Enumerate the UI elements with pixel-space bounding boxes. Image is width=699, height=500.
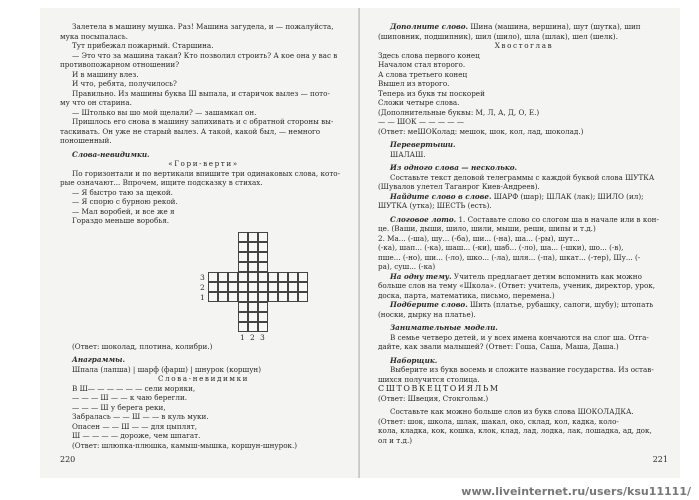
inline-heading: Слоговое лото. <box>390 214 457 224</box>
grid-cell <box>258 322 268 332</box>
text-line: (Дополнительные буквы: М, Л, А, Д, О, Е.) <box>378 107 540 117</box>
grid-cell <box>258 272 268 282</box>
text-line: — — ШОК — — — — — <box>378 117 464 126</box>
text-line: — Это что за машина такая? Кто позволил строить? А кое она у вас в <box>72 50 338 60</box>
text-line: В Ш— — — — — — сели моряки, <box>72 383 196 393</box>
grid-cell <box>278 292 288 302</box>
text-line <box>378 32 670 42</box>
text-line <box>378 291 670 301</box>
text-line: ол и т.д.) <box>378 435 413 445</box>
grid-row-number: 2 <box>200 282 205 292</box>
grid-row-number: 3 <box>200 272 205 282</box>
text-line: По горизонтали и по вертикали впишите три одинаковых слова, кото- <box>72 168 341 178</box>
text-line: Забралась — — Ш — — в куль муки. <box>72 412 209 421</box>
page-number-left: 220 <box>60 455 76 464</box>
invisible-words-poem <box>60 384 347 441</box>
anagram-text: Шпала (лапша) | шарф (фарш) | шнурок (коршун) <box>72 364 262 374</box>
text-line <box>378 22 670 32</box>
grid-cell <box>238 292 248 302</box>
grid-cell <box>288 272 298 282</box>
models-text <box>378 333 670 352</box>
text-line: Теперь из букв ты поскорей <box>378 88 485 98</box>
grid-cell <box>288 282 298 292</box>
text-span: Шить (платье, рубашку, сапоги, шубу); штопать <box>467 300 654 309</box>
subtitle-gori-verti: «Гори-верти» <box>168 159 239 168</box>
grid-col-number: 1 <box>240 332 245 342</box>
text-span: (носки, дырку на платье). <box>378 309 476 319</box>
text-line <box>378 281 670 291</box>
grid-cell <box>248 242 258 252</box>
left-page <box>40 8 360 478</box>
text-line <box>378 272 670 282</box>
grid-cell <box>258 282 268 292</box>
text-span: 2. Ма... (-ша), шу... (-ба), ши... (-на), ша... (-ры), шут... <box>378 233 580 243</box>
grid-cell <box>238 242 248 252</box>
answer-typesetter: (Ответ: Швеция, Стокгольм.) <box>378 393 489 403</box>
hvostoglav-poem <box>378 51 670 137</box>
text-line <box>378 253 670 263</box>
text-line: Составьте текст деловой телеграммы с каждой буквой слова ШУТКА <box>390 172 655 182</box>
poem <box>60 188 347 226</box>
heading-typesetter: Наборщик. <box>390 355 438 365</box>
grid-cell <box>228 272 238 282</box>
text-line: таскивать. Он уже не старый вылез. А такой, какой был, — немного <box>60 126 321 136</box>
story-text <box>60 22 347 146</box>
grid-cell <box>298 282 308 292</box>
grid-cell <box>238 302 248 312</box>
grid-cell <box>238 232 248 242</box>
grid-cell <box>238 312 248 322</box>
answer-invisible: (Ответ: шлюпка-плюшка, камыш-мышка, коршун-шнурок.) <box>72 440 298 450</box>
grid-cell <box>258 312 268 322</box>
right-page <box>360 8 680 478</box>
grid-cell <box>218 282 228 292</box>
grid-cell <box>288 292 298 302</box>
text-line: Пришлось его снова в машину запихивать и с обратной стороны вы- <box>72 117 334 126</box>
grid-cell <box>258 242 268 252</box>
heading-models: Занимательные модели. <box>390 323 498 332</box>
grid-cell <box>248 322 258 332</box>
text-line <box>378 262 670 272</box>
task-text <box>60 169 347 188</box>
text-line: (Ответ: шок, школа, шлак, шакал, око, склад, кол, кадка, коло- <box>378 416 619 426</box>
text-line: (Шувалов улетел Таганрог Киев-Андреев). <box>378 182 540 191</box>
grid-cell <box>278 282 288 292</box>
grid-cell <box>278 272 288 282</box>
inline-heading: Найдите слово в слове. <box>390 191 492 201</box>
grid-cell <box>238 262 248 272</box>
text-span: ра), суш... (-ка) <box>378 262 436 271</box>
text-line: Выберите из букв восемь и сложите название государства. Из остав- <box>390 365 654 374</box>
flip-word: ШАЛАШ. <box>390 149 426 159</box>
grid-cell <box>268 272 278 282</box>
text-line: Здесь слова первого конец <box>378 50 480 60</box>
grid-cell <box>298 272 308 282</box>
grid-cell <box>218 292 228 302</box>
chocolate-task <box>378 407 670 445</box>
text-line: — Мал воробей, и все же я <box>72 206 175 216</box>
grid-row-number: 1 <box>200 292 205 302</box>
text-span: ШУТКА (утка); ШЕСТЬ (есть). <box>378 201 492 210</box>
text-line: А слова третьего конец <box>378 69 468 79</box>
text-line: И что, ребята, получилось? <box>72 79 177 88</box>
heading-flip: Перевертыши. <box>390 140 456 149</box>
grid-cell <box>248 282 258 292</box>
text-line: Составьте как можно больше слов из букв слова ШОКОЛАДКА. <box>390 407 634 416</box>
grid-col-number: 2 <box>250 332 255 342</box>
grid-cell <box>268 292 278 302</box>
text-line: Гораздо меньше воробья. <box>72 216 170 225</box>
answer-crossword: (Ответ: шоколад, плотина, колибри.) <box>72 341 213 351</box>
grid-cell <box>258 262 268 272</box>
grid-cell <box>208 282 218 292</box>
text-line: поношенный. <box>60 136 112 145</box>
grid-cell <box>238 252 248 262</box>
text-span: Учитель предлагает детям вспомнить как можно <box>451 271 642 281</box>
subtitle-invisible: Слова-невидимки <box>157 374 250 383</box>
text-line: И в машину влез. <box>72 69 139 79</box>
syllable-lotto-section <box>378 215 670 272</box>
grid-cell <box>248 292 258 302</box>
text-line: — Я спорю с бурною рекой. <box>72 197 178 206</box>
text-line <box>378 201 670 211</box>
text-span: (-ка), шап... (-ка), шаш... (-ки), шаб... (-ло), ша... (-шки), шо... (-в), <box>378 243 624 252</box>
complete-word-section <box>378 22 670 41</box>
text-line <box>378 192 670 202</box>
inline-heading: На одну тему. <box>390 271 452 281</box>
one-theme-section <box>378 272 670 301</box>
text-span: 1. Составьте слово со слогом ша в начале или в кон- <box>456 214 659 224</box>
heading-invisible-words: Слова-невидимки. <box>72 149 150 159</box>
text-line <box>378 310 670 320</box>
text-line: В семье четверо детей, и у всех имена кончаются на слог ша. Отга- <box>390 332 649 342</box>
pick-word-section <box>378 300 670 319</box>
text-line: кола, кладка, кок, кошка, клок, клад, лад, лодка, лак, лошадка, ад, док, <box>378 426 652 435</box>
grid-cell <box>248 232 258 242</box>
crossword-grid <box>60 230 347 342</box>
grid-cell <box>258 302 268 312</box>
heading-from-one-word: Из одного слова — несколько. <box>390 163 518 172</box>
text-line: Правильно. Из машины буква Ш выпала, и старичок вылез — пото- <box>72 88 330 98</box>
text-span: це. (Ваши, дыши, шило, шили, мыши, реши, шипы и т.д.) <box>378 224 596 233</box>
text-line: шихся получится столица. <box>378 374 480 384</box>
grid-cell <box>248 312 258 322</box>
text-span: Шина (машина, вершина), шут (шутка), шип <box>468 22 641 31</box>
text-line: мука посыпалась. <box>60 31 128 41</box>
text-line: Началом стал второго. <box>378 60 466 69</box>
text-span: (шиповник, подшипник), шил (шило), шла (шлак), шел (шелк). <box>378 31 618 41</box>
text-line: противопожарном отношении? <box>60 60 180 69</box>
text-line: Вышел из второго. <box>378 79 450 88</box>
text-span: ШАРФ (шар); ШЛАК (лак); ШИЛО (ил); <box>491 191 644 201</box>
grid-cell <box>228 282 238 292</box>
text-line: (Ответ: меШОКолад: мешок, шок, кол, лад, шоколад.) <box>378 126 584 136</box>
typesetter-text <box>378 365 670 384</box>
grid-cell <box>218 272 228 282</box>
watermark-url: www.liveinternet.ru/users/ksu11111/ <box>461 485 691 498</box>
text-line: Сложи четыре слова. <box>378 98 460 107</box>
inline-heading: Дополните слово. <box>390 22 469 31</box>
text-line: Опасен — — Ш — — для цыплят, <box>72 421 198 431</box>
text-span: доска, парта, математика, письмо, перемена.) <box>378 290 555 300</box>
text-line: Ш — — — — дороже, чем шпагат. <box>72 431 201 440</box>
grid-cell <box>238 322 248 332</box>
text-line <box>378 215 670 225</box>
grid-cell <box>258 292 268 302</box>
grid-cell <box>268 282 278 292</box>
grid-cell <box>248 252 258 262</box>
grid-cell <box>238 282 248 292</box>
page-number-right: 221 <box>652 455 668 464</box>
grid-cell <box>238 272 248 282</box>
grid-cell <box>208 272 218 282</box>
book-spread <box>40 8 680 478</box>
text-line <box>378 234 670 244</box>
heading-anagrams: Анаграммы. <box>72 355 125 364</box>
text-line: дайте, как звали малышей? (Ответ: Гоша, Саша, Маша, Даша.) <box>378 342 619 351</box>
text-line: — Штолько вы шо мой щелали? — зашамкал он. <box>72 107 257 117</box>
text-span: пше... (-но), ши... (-ло), шко... (-ла), шля... (-па), шкат... (-тер), Шу... (- <box>378 252 641 262</box>
text-line <box>378 224 670 234</box>
grid-cell <box>248 262 258 272</box>
grid-cell <box>248 302 258 312</box>
from-one-word-text <box>378 173 670 192</box>
text-span: больше слов на тему «Школа». (Ответ: учитель, ученик, директор, урок, <box>378 281 656 290</box>
text-line: — — — Ш — — к чаю берегли. <box>72 393 188 402</box>
grid-cell <box>298 292 308 302</box>
grid-cell <box>228 292 238 302</box>
subtitle-hvostoglav: Хвостоглав <box>494 41 554 50</box>
grid-cell <box>258 252 268 262</box>
text-line <box>378 243 670 253</box>
find-word-section <box>378 192 670 211</box>
grid-cell <box>208 292 218 302</box>
text-line: — Я быстро таю за щекой. <box>72 187 173 197</box>
grid-cell <box>248 272 258 282</box>
text-line: — — — Ш у берега реки, <box>72 402 166 412</box>
text-line: Залетела в машину мушка. Раз! Машина загудела, и — пожалуйста, <box>72 22 334 31</box>
grid-col-number: 3 <box>260 332 265 342</box>
letter-string: СШТОВКЕЦТОИЯЛЬМ <box>378 384 500 393</box>
text-line: му что он старина. <box>60 98 132 107</box>
text-line: рые означают... Впрочем, ищите подсказку в стихах. <box>60 178 263 187</box>
grid-cell <box>258 232 268 242</box>
inline-heading: Подберите слово. <box>390 300 468 309</box>
text-line: Тут прибежал пожарный. Старшина. <box>72 41 214 50</box>
text-line <box>378 300 670 310</box>
